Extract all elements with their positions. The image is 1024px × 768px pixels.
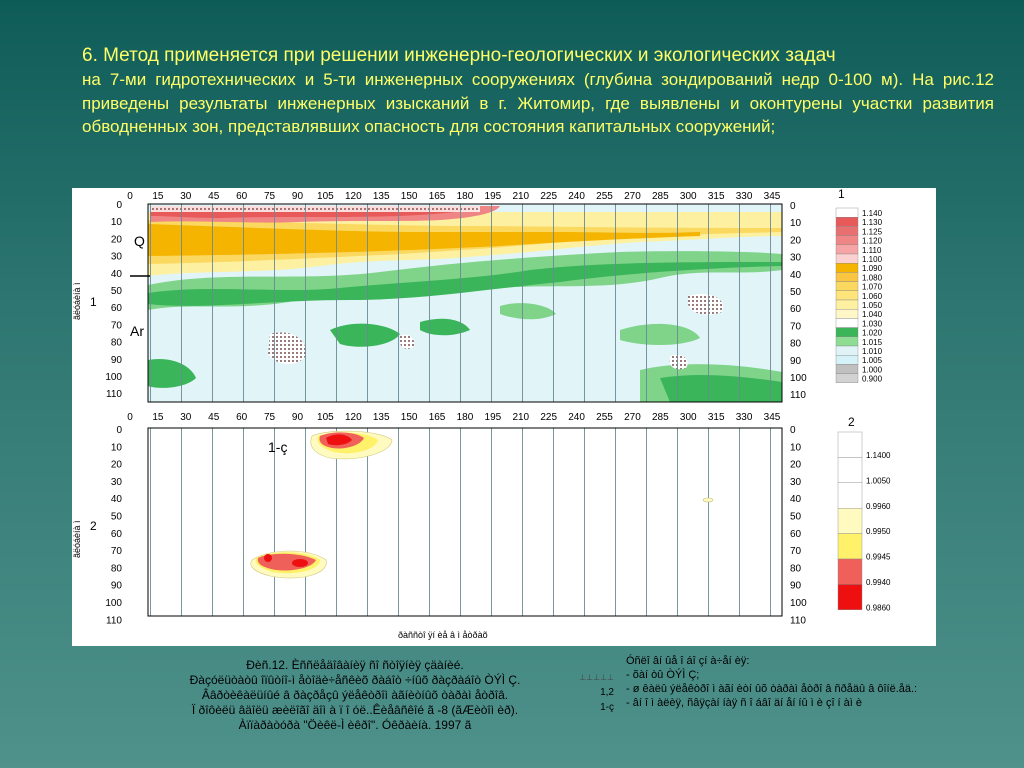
legend-swatch [838,457,862,482]
caption-symbols [574,670,614,715]
x-tick-label: 255 [596,412,613,423]
legend-swatch [836,263,858,272]
legend-swatch [836,217,858,226]
legend-swatch [838,534,862,559]
legend-swatch [836,355,858,364]
depth-tick-label: 10 [110,217,122,229]
x-tick-label: 330 [735,191,753,202]
legend-value: 1.130 [862,218,883,228]
section-panel1 [148,204,782,402]
section-panel2 [148,428,782,616]
x-tick-label: 270 [624,191,641,202]
depth-tick-label: 0 [790,425,796,436]
legend-swatch [836,245,858,254]
x-tick-label: 210 [512,191,530,202]
x-tick-label: 120 [344,191,362,202]
x-tick-label: 60 [236,412,248,423]
label-1c: 1-ç [268,439,288,455]
depth-tick-label: 0 [116,425,122,436]
x-tick-label: 60 [236,191,248,202]
x-tick-label: 300 [679,412,697,423]
legend-swatch [838,584,862,609]
caption-line-1: Ðèñ.12. Èññëåäîâàíèÿ ñî ñòîÿíèÿ çäàíèé. [246,658,464,672]
panel2-number: 2 [90,519,97,533]
legend-value: 1.005 [862,356,883,366]
symbol-1c: 1-ç [600,702,614,713]
symbol-hatch: ⊥⊥⊥⊥⊥ [579,673,614,682]
panel1-y-axis-label: ãëóáèíà ì [72,282,82,320]
legend-item-2: - ø êàëû ýëåêòðî ì àãí èòí ûõ òàðàì åòðî â ñðåäû â ôîíë.åä.: [626,683,918,695]
depth-tick-label: 50 [790,287,802,298]
legend-swatch [836,346,858,355]
x-tick-label: 105 [317,191,334,202]
caption-right [626,654,917,710]
x-tick-label: 120 [344,412,362,423]
caption-line-4: Ï ðîôèëü âäîëü æèëîãî äîì à ï î óë..Êèåâñêîé ã -8 (ãÆèòîì èð). [191,703,519,717]
legend-swatch [838,483,862,508]
x-tick-label: 195 [484,412,502,423]
depth-tick-label: 0 [116,200,122,211]
legend-swatch [836,236,858,245]
depth-tick-label: 110 [106,615,122,627]
legend-value: 0.9945 [866,552,891,562]
legend-swatch [838,432,862,457]
depth-tick-label: 40 [790,269,802,281]
x-tick-label: 30 [180,191,192,202]
depth-tick-label: 0 [790,201,796,212]
x-tick-label: 0 [127,191,133,202]
legend-swatch [836,364,858,373]
legend-value: 1.020 [862,328,883,338]
legend-swatch [836,300,858,309]
x-tick-label: 15 [152,412,164,423]
legend-value: 1.030 [862,319,883,329]
depth-tick-label: 80 [110,337,122,349]
legend2-number: 2 [848,415,855,429]
x-tick-label: 270 [624,412,641,423]
depth-tick-label: 100 [105,598,122,609]
depth-tick-label: 90 [790,355,802,367]
depth-tick-label: 70 [110,320,122,332]
legend-value: 1.050 [862,301,883,310]
depth-tick-label: 40 [110,494,122,506]
depth-tick-label: 60 [790,528,802,540]
x-tick-label: 345 [763,191,781,202]
legend-value: 0.900 [862,374,883,384]
panel1-number: 1 [90,295,97,309]
depth-tick-label: 90 [790,580,802,592]
x-tick-label: 255 [596,191,613,202]
panel2-y-axis-label: ãëóáèíà ì [72,520,82,558]
depth-tick-label: 80 [110,563,122,575]
x-tick-label: 15 [152,191,164,202]
x-tick-label: 0 [127,412,133,423]
x-tick-label: 150 [400,412,418,423]
depth-tick-label: 100 [105,372,122,383]
legend-value: 1.080 [862,273,883,283]
depth-tick-label: 40 [110,268,122,280]
legend-value: 1.015 [862,337,883,347]
x-tick-label: 330 [735,412,753,423]
depth-tick-label: 50 [110,286,122,297]
depth-tick-label: 10 [790,218,802,230]
legend-value: 1.040 [862,310,883,320]
legend-swatch [836,282,858,291]
x-tick-label: 195 [484,191,502,202]
depth-tick-label: 20 [110,459,122,471]
depth-tick-label: 10 [790,442,802,454]
x-tick-label: 345 [763,412,781,423]
x-tick-label: 165 [428,412,446,423]
x-tick-label: 45 [208,412,220,423]
depth-tick-label: 50 [110,511,122,523]
depth-tick-label: 110 [106,389,122,401]
legend-swatch [836,291,858,300]
legend1-number: 1 [838,187,845,201]
label-ar: Ar [130,323,144,339]
legend-swatch [836,272,858,281]
x-tick-label: 30 [180,412,192,423]
depth-tick-label: 20 [790,459,802,471]
depth-tick-label: 60 [790,304,802,316]
legend-item-3: - âí î ì àëèÿ, ñâÿçàí íàÿ ñ î áâî äí åí íû ì è çî í àì è [626,697,863,709]
x-tick-label: 180 [456,412,474,423]
depth-tick-label: 30 [790,476,802,488]
depth-tick-label: 100 [790,373,807,384]
legend-swatch [838,559,862,584]
legend-value: 1.125 [862,227,883,237]
legend-value: 0.9860 [866,603,891,613]
legend-value: 1.120 [862,236,883,246]
caption-line-5: Àïïàðàòóðà "Öèêë-Ì èêðî". Óêðàèíà. 1997 ã [238,718,472,732]
x-tick-label: 75 [264,191,276,202]
caption-line-3: Ââðòèêàëüíûé â ðàçðåçû ýëåêòðîì àãíèòíûõ òàðàì åòðîâ. [201,688,509,702]
x-tick-label: 240 [568,412,585,423]
x-axis-label: ðàññòî ÿí èå â ì åòðàõ [398,630,488,640]
label-q: Q [134,233,145,249]
x-tick-label: 225 [540,412,558,423]
x-tick-label: 90 [291,412,304,423]
x-tick-label: 225 [540,191,558,202]
legend-value: 0.9940 [866,578,891,587]
depth-tick-label: 20 [110,234,122,246]
legend-swatch [836,309,858,318]
legend-swatch [836,254,858,263]
x-tick-label: 105 [317,412,334,423]
x-tick-label: 90 [291,191,304,202]
legend-value: 1.010 [862,347,883,356]
depth-tick-label: 70 [110,546,122,558]
legend-value: 1.140 [862,209,883,218]
depth-tick-label: 100 [790,598,807,609]
legend-value: 1.090 [862,264,883,274]
x-tick-label: 180 [456,191,474,202]
legend-swatch [836,208,858,217]
legend-value: 1.1400 [866,451,891,460]
legend-swatch [836,328,858,337]
depth-tick-label: 60 [110,303,122,315]
legend-value: 0.9960 [866,501,891,511]
x-tick-label: 75 [264,412,276,423]
depth-tick-label: 20 [790,235,802,247]
legend-item-1: - õàí òû ÒÝÌ Ç; [626,669,700,681]
x-tick-label: 240 [568,191,585,202]
x-tick-label: 210 [512,412,530,423]
depth-tick-label: 80 [790,338,802,350]
depth-tick-label: 30 [110,251,122,263]
depth-tick-label: 50 [790,511,802,523]
x-tick-label: 315 [707,412,725,423]
depth-tick-label: 70 [790,321,802,333]
depth-tick-label: 70 [790,546,802,558]
depth-tick-label: 10 [110,442,122,454]
legend-value: 1.100 [862,255,883,264]
legend-value: 0.9950 [866,527,891,537]
legend-value: 1.060 [862,291,883,301]
depth-tick-label: 110 [790,615,806,627]
depth-tick-label: 60 [110,528,122,540]
legend-swatch [836,318,858,327]
depth-tick-label: 40 [790,494,802,506]
symbol-12: 1,2 [600,687,614,698]
legend-swatch [838,508,862,533]
caption-left [170,658,540,733]
depth-tick-label: 90 [110,580,122,592]
x-tick-label: 300 [679,191,697,202]
x-tick-label: 285 [652,412,669,423]
depth-tick-label: 80 [790,563,802,575]
legend-value: 1.110 [862,245,882,255]
x-tick-label: 45 [208,191,220,202]
x-tick-label: 165 [428,191,446,202]
legend-value: 1.000 [862,365,883,375]
x-tick-label: 135 [372,412,390,423]
slide-title-line: 6. Метод применяется при решении инженерно-геологических и экологических задач [82,45,836,66]
legend-value: 1.0050 [866,476,891,486]
x-tick-label: 135 [372,191,390,202]
x-tick-label: 150 [400,191,418,202]
legend-title: Óñëî âí ûå î áî çí à÷åí èÿ: [626,655,750,667]
x-tick-label: 285 [652,191,669,202]
slide-paragraph: на 7-ми гидротехнических и 5-ти инженерных сооружениях (глубина зондирований недр 0-100 м). На рис.12 приведены результаты инженерных изысканий в г. Житомир, где выявлены и оконтурены участки развития обводненных зон, представлявших опасность для состояния капитальных сооружений; [82,70,994,136]
depth-tick-label: 110 [790,390,806,402]
depth-tick-label: 30 [110,476,122,488]
legend-swatch [836,337,858,346]
legend-swatch [836,374,858,383]
legend-value: 1.070 [862,282,883,292]
depth-tick-label: 90 [110,354,122,366]
caption-line-2: Ðàçóëüòàòû îïûòíî-ì åòîäè÷åñêèõ ðàáîò ÷íûõ ðàçðàáîò ÒÝÌ Ç. [189,673,521,687]
x-tick-label: 315 [707,191,725,202]
depth-tick-label: 30 [790,252,802,264]
legend-swatch [836,226,858,235]
